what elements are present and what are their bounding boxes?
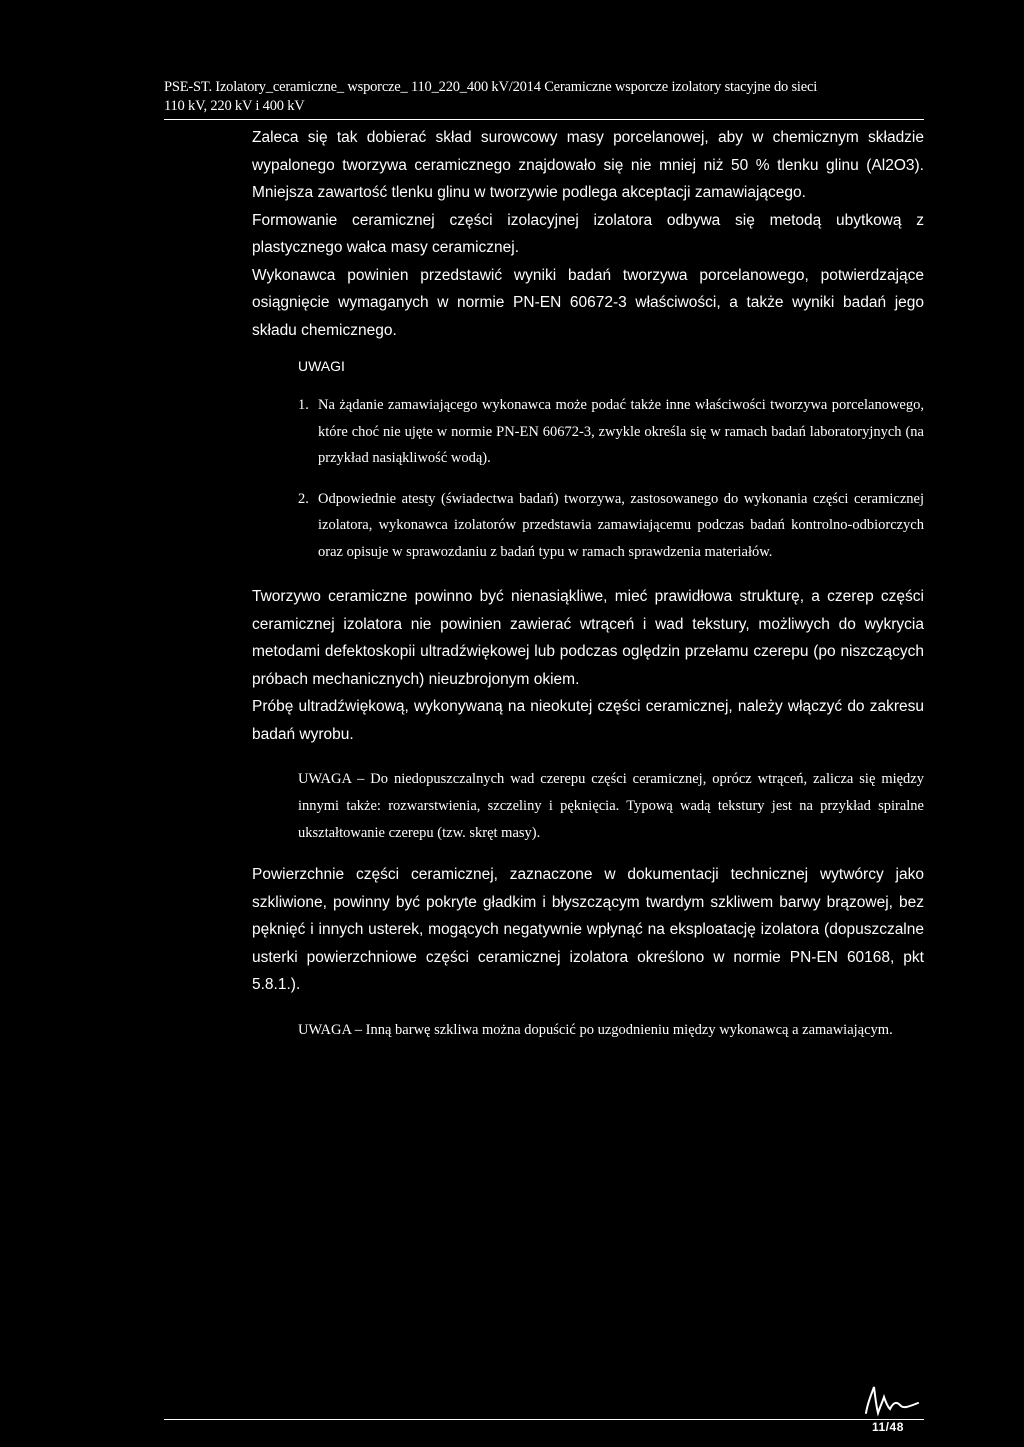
remark-glaze-colour: UWAGA – Inną barwę szkliwa można dopuścić po uzgodnieniu między wykonawcą a zamawiającym. — [298, 1021, 893, 1038]
note-text: Odpowiednie atesty (świadectwa badań) tworzywa, zastosowanego do wykonania części ceramicznej izolatora, wykonawca izolatorów przedstawia zamawiającemu podczas badań kontrolno-odbiorczych oraz opisuje w sprawozdaniu z badań typu w ramach sprawdzenia materiałów. — [318, 490, 924, 560]
footer-divider — [164, 1419, 924, 1420]
paragraph-glaze-surface: Powierzchnie części ceramicznej, zaznaczone w dokumentacji technicznej wytwórcy jako szkliwione, powinny być pokryte gładkim i błyszczącym twardym szkliwem barwy brązowej, bez pęknięć i innych usterek, mogących negatywnie wpłynąć na eksploatację izolatora (dopuszczalne usterki powierzchniowe części ceramicznej izolatora określono w normie PN-EN 60168, pkt 5.8.1.). — [252, 866, 924, 993]
document-header — [164, 78, 924, 116]
notes-list — [298, 392, 924, 565]
note-number: 1. — [298, 397, 309, 413]
header-line-1: PSE-ST. Izolatory_ceramiczne_ wsporcze_ 110_220_400 kV/2014 Ceramiczne wsporcze izolatory stacyjne do sieci — [164, 79, 818, 95]
header-line-2: 110 kV, 220 kV i 400 kV — [164, 98, 305, 114]
paragraph-forming-method: Formowanie ceramicznej części izolacyjnej izolatora odbywa się metodą ubytkową z plastycznego wałca masy ceramicznej. — [252, 211, 924, 256]
signature-mark-icon — [860, 1383, 922, 1417]
header-divider — [164, 119, 924, 120]
paragraph-ceramic-material: Tworzywo ceramiczne powinno być nienasiąkliwe, mieć prawidłowa strukturę, a czerep części ceramicznej izolatora nie powinien zawierać wtrąceń i wad tekstury, możliwych do wykrycia metodami defektoskopii ultradźwiękowej lub podczas oględzin przełamu czerepu (po niszczących próbach mechanicznych) nieuzbrojonym okiem. — [252, 588, 924, 688]
paragraph-test-results: Wykonawca powinien przedstawić wyniki badań tworzywa porcelanowego, potwierdzające osiągnięcie wymaganych w normie PN-EN 60672-3 właściwości, a także wyniki badań jego składu chemicznego. — [252, 266, 924, 339]
note-item-1 — [298, 392, 924, 472]
paragraph-alumina-content: Zaleca się tak dobierać skład surowcowy masy porcelanowej, aby w chemicznym składzie wypalonego tworzywa ceramicznego znajdowało się nie mniej niż 50 % tlenku glinu (Al2O3). Mniejsza zawartość tlenku glinu w tworzywie podlega akceptacji zamawiającego. — [252, 129, 924, 201]
notes-heading: UWAGI — [298, 358, 345, 374]
note-text: Na żądanie zamawiającego wykonawca może podać także inne właściwości tworzywa porcelanowego, które choć nie ujęte w normie PN-EN 60672-3, zwykle określa się w ramach badań laboratoryjnych (na przykład nasiąkliwość wodą). — [318, 397, 924, 466]
document-body — [252, 124, 924, 1044]
page-number: 11/48 — [872, 1420, 904, 1434]
remark-defects: UWAGA – Do niedopuszczalnych wad czerepu części ceramicznej, oprócz wtrąceń, zalicza się między innymi także: rozwarstwienia, szczeliny i pęknięcia. Typową wadą tekstury jest na przykład spiralne ukształtowanie czerepu (tzw. skręt masy). — [298, 771, 924, 841]
note-number: 2. — [298, 490, 309, 507]
note-item-2 — [298, 486, 924, 566]
paragraph-ultrasonic-test: Próbę ultradźwiękową, wykonywaną na nieokutej części ceramicznej, należy włączyć do zakresu badań wyrobu. — [252, 698, 924, 743]
